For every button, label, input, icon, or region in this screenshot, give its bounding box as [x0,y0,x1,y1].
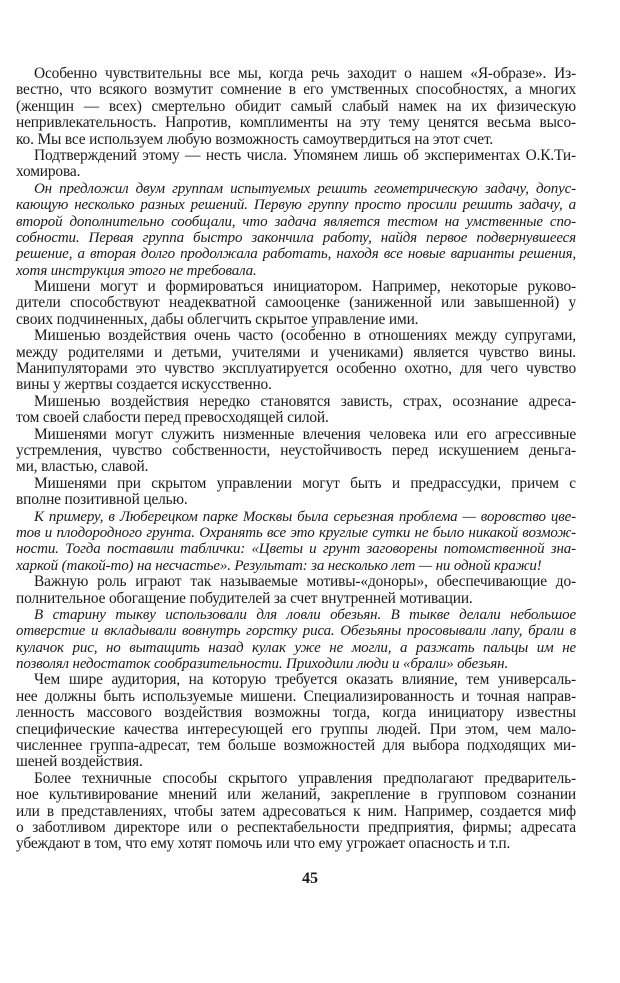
text-line: Мишенями при скрытом управлении могут быть и предрассудки, причем с [34,474,576,492]
text-line: том своей слабости перед превосходящей силой. [16,409,329,427]
text-line: отверстие и вкладывали вовнутрь горстку риса. Обезьяны просовывали лапу, брали в [16,623,576,640]
text-line: Более техничные способы скрытого управления предполагают предваритель- [34,769,576,787]
text-line: шеней воздействия. [16,753,143,771]
text-line: (женщин — всех) смертельно обидит самый слабый намек на их физическую [16,97,576,115]
italic-example-paragraph [16,509,576,575]
text-line: вполне позитивной целью. [16,491,188,509]
text-line: тов и плодородного грунта. Охранять все это круглые сутки не было никакой возмож- [16,524,576,541]
paragraph [16,279,576,328]
text-line: ное культивирование мнений или желаний, закрепление в групповом сознании [16,786,576,804]
page-body [16,66,576,853]
text-line: о заботливом директоре или о респектабельности предприятия, фирмы; адресата [16,818,576,836]
text-line: кающую несколько разных решений. Первую группу просто просили решить задачу, а [16,197,576,214]
text-line: кулачок рис, но вытащить назад кулак уже не могли, а разжать пальцы им не [16,639,576,656]
text-line: ко. Мы все используем любую возможность самоутвердиться на этот счет. [16,130,494,148]
paragraph [16,328,576,394]
text-line: ленность массового воздействия возможны тогда, когда инициатору известны [16,704,576,722]
italic-example-paragraph [16,607,576,673]
paragraph [16,66,576,148]
paragraph [16,476,576,509]
text-line: второй дополнительно сообщали, что задача является тестом на умственные спо- [16,213,576,230]
text-line: вины у жертвы создается искусственно. [16,376,272,394]
text-line: убеждают в том, что ему хотят помочь или что ему угрожает опасность и т.п. [16,835,511,853]
text-line: хотя инструкция этого не требовала. [16,262,257,279]
text-line: нее должны быть используемые мишени. Специализированность и точная направ- [16,687,576,705]
text-line: ности. Тогда поставили таблички: «Цветы и грунт заговорены потомственной зна- [16,541,576,558]
paragraph [16,148,576,181]
text-line: или в представлениях, чтобы затем адресоваться к ним. Например, создается миф [16,802,576,820]
text-line: Мишенями могут служить низменные влечения человека или его агрессивные [34,425,576,443]
text-line: Он предложил двум группам испытуемых решить геометрическую задачу, допус- [34,180,576,197]
text-line: дители способствуют неадекватной самооценке (заниженной или завышенной) у [16,294,576,312]
text-line: специфические качества интересующей его группы людей. При этом, чем мало- [16,720,576,738]
text-line: В старину тыкву использовали для ловли обезьян. В тыкве делали небольшое [34,606,576,623]
text-line: Манипуляторами это чувство эксплуатируется особенно охотно, для чего чувство [16,360,576,378]
text-line: Подтверждений этому — несть числа. Упомянем лишь об экспериментах О.К.Ти- [34,146,576,164]
text-line: Мишенью воздействия нередко становятся зависть, страх, осознание адреса- [34,392,576,410]
paragraph [16,427,576,476]
text-line: ми, властью, славой. [16,458,149,476]
text-line: Важную роль играют так называемые мотивы-«доноры», обеспечивающие до- [34,573,576,591]
text-line: Чем шире аудитория, на которую требуется оказать влияние, тем универсаль- [34,671,576,689]
paragraph [16,574,576,607]
text-line: вестно, что всякого возмутит сомнение в его умственных способностях, а многих [16,81,576,99]
text-line: своих подчиненных, дабы облегчить скрытое управление ими. [16,310,419,328]
text-line: хомирова. [16,163,81,181]
paragraph [16,672,576,770]
text-line: Особенно чувствительны все мы, когда речь заходит о нашем «Я-образе». Из- [34,65,576,82]
text-line: решение, а вторая долго продолжала работать, находя все новые варианты решения, [16,246,576,263]
text-line: собности. Первая группа быстро закончила работу, найдя первое подвернувшееся [16,229,576,246]
text-line: устремления, чувство собственности, неустойчивость перед искушением деньга- [16,441,576,459]
paragraph [16,394,576,427]
text-line: непривлекательность. Напротив, комплименты на эту тему ценятся весьма высо- [16,114,576,132]
text-line: позволял недостаток сообразительности. Приходили люди и «брали» обезьян. [16,656,509,673]
paragraph [16,771,576,853]
page-number: 45 [302,870,318,887]
text-line: Мишени могут и формироваться инициатором. Например, некоторые руково- [34,278,576,296]
text-line: Мишенью воздействия очень часто (особенно в отношениях между супругами, [34,327,576,345]
text-line: харкой (такой-то) на несчастье». Результат: за несколько лет — ни одной кражи! [16,557,542,574]
text-line: численнее группа-адресат, тем больше возможностей для выбора подходящих ми- [16,737,576,755]
italic-example-paragraph [16,181,576,279]
text-line: полнительное обогащение побудителей за счет внутренней мотивации. [16,589,473,607]
text-line: К примеру, в Люберецком парке Москвы была серьезная проблема — воровство цве- [34,508,576,525]
text-line: между родителями и детьми, учителями и учениками) является чувство вины. [16,343,576,361]
